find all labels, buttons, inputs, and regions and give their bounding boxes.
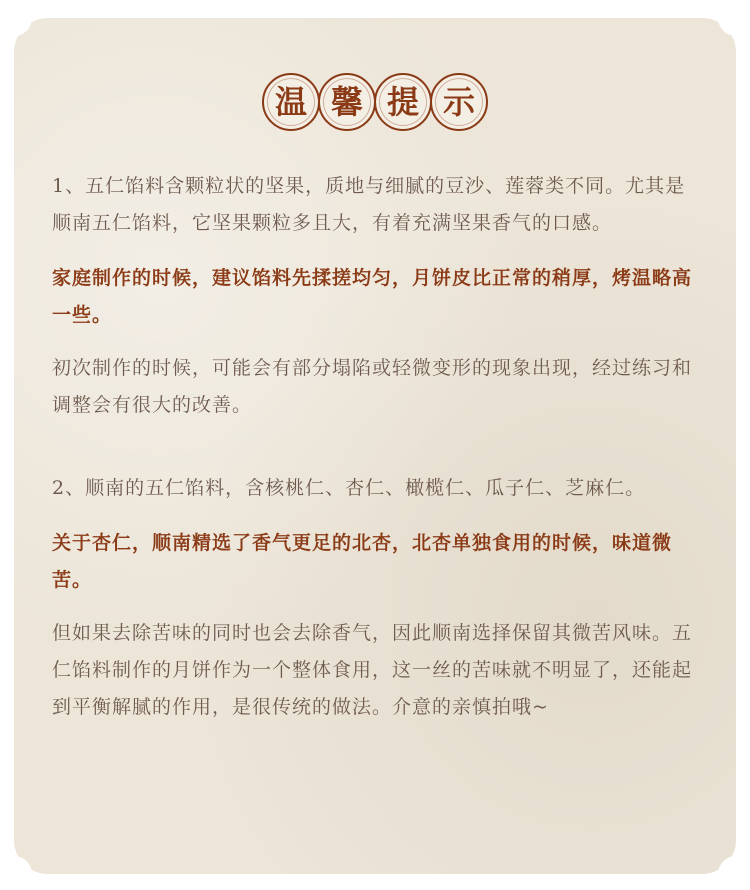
corner-notch: [718, 856, 750, 890]
corner-notch: [0, 856, 32, 890]
title-char: 温: [262, 73, 320, 131]
tip-paragraph: 2、顺南的五仁馅料，含核桃仁、杏仁、橄榄仁、瓜子仁、芝麻仁。: [52, 477, 646, 499]
corner-notch: [718, 0, 750, 36]
tip-highlight: 关于杏仁，顺南精选了香气更足的北杏，北杏单独食用的时候，味道微苦。: [52, 532, 673, 591]
tip-paragraph: 但如果去除苦味的同时也会去除香气，因此顺南选择保留其微苦风味。五仁馅料制作的月饼作为一个整体食用，这一丝的苦味就不明显了，还能起到平衡解腻的作用，是很传统的做法。介意的亲慎拍哦~: [52, 622, 693, 718]
title-char: 示: [430, 73, 488, 131]
tips-card: [14, 18, 736, 874]
title-char: 馨: [318, 73, 376, 131]
tips-content: [52, 168, 702, 726]
tip-paragraph: 初次制作的时候，可能会有部分塌陷或轻微变形的现象出现，经过练习和调整会有很大的改善。: [52, 357, 693, 416]
title-char: 提: [374, 73, 432, 131]
tip-highlight: 家庭制作的时候，建议馅料先揉搓均匀，月饼皮比正常的稍厚，烤温略高一些。: [52, 267, 693, 326]
page-title: [14, 73, 736, 131]
corner-notch: [0, 0, 32, 36]
tip-paragraph: 1、五仁馅料含颗粒状的坚果，质地与细腻的豆沙、莲蓉类不同。尤其是顺南五仁馅料，它坚果颗粒多且大，有着充满坚果香气的口感。: [52, 175, 686, 234]
